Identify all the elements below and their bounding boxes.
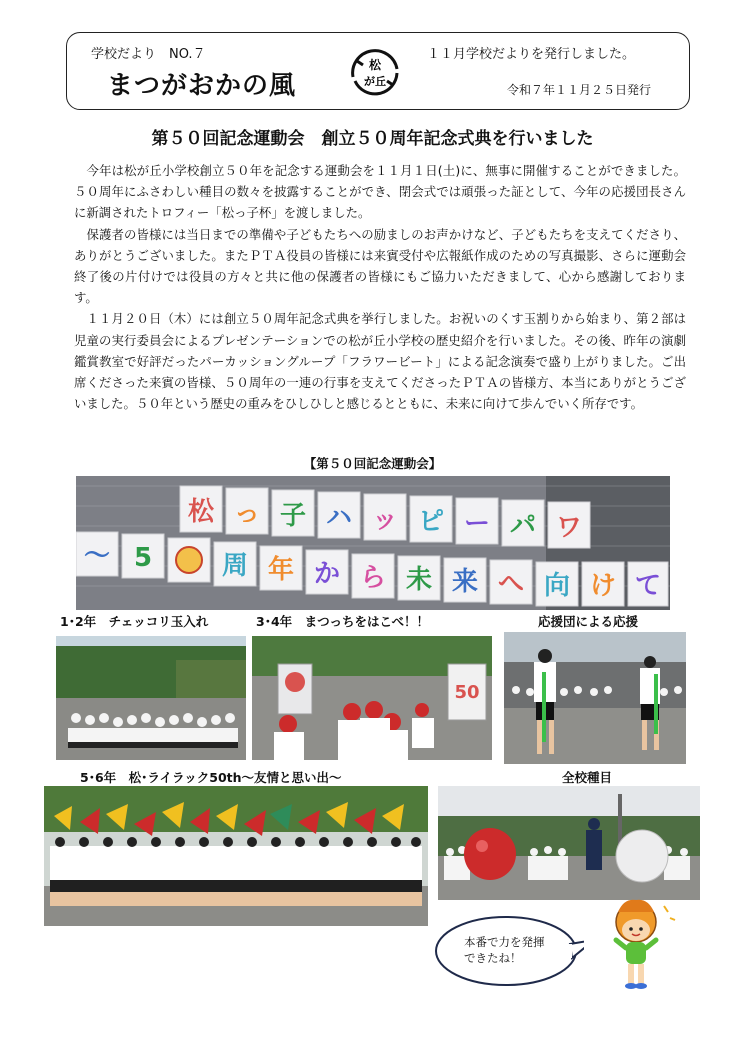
- svg-text:～: ～: [83, 541, 111, 571]
- svg-text:ピ: ピ: [417, 507, 445, 537]
- article-headline: 第５０回記念運動会 創立５０周年記念式典を行いました: [151, 129, 594, 149]
- banner-photo: [76, 476, 670, 610]
- paragraph: １１月２０日（木）には創立５０周年記念式典を挙行しました。お祝いのくす玉割りから始まり、第２部は児童の実行委員会によるプレゼンテーションでの松が丘小学校の歴史紹介を行いました。その後、昨年の演劇鑑賞教室で好評だったパーカッショングループ「フラワービート」による記念演奏で盛り上がりました。ご出席くださった来賓の皆様、５０周年の一連の行事を支えてくださったＰＴＡの皆様方、本当にありがとうございました。５０年という歴史の重みをひしひしと感じるとともに、未来に向けて歩んでいく所存です。: [74, 311, 686, 412]
- issue-date: 令和７年１１月２５日発行: [507, 83, 652, 97]
- gallery-section-title: 【第５０回記念運動会】: [303, 456, 442, 471]
- svg-text:向: 向: [543, 571, 571, 601]
- svg-text:け: け: [589, 571, 617, 601]
- photo-grade56: [44, 786, 428, 926]
- newsletter-title: まつがおかの風: [107, 71, 297, 101]
- photo-grade34: [252, 636, 492, 760]
- svg-text:ハ: ハ: [325, 503, 353, 533]
- speech-bubble-text: [464, 934, 545, 966]
- paragraph: 保護者の皆様には当日までの準備や子どもたちへの励ましのお声かけなど、子どもたちを支えてくださり、ありがとうございました。またＰＴＡ役員の皆様には来賓受付や広報紙作成のための写真撮影、さらに運動会終了後の片付けでは役員の方々と共に他の保護者の皆様にもご協力いただきまして、心から感謝しております。: [74, 226, 686, 306]
- svg-text:て: て: [634, 571, 662, 601]
- photo-cheer: [504, 632, 686, 764]
- svg-text:未: 未: [405, 565, 433, 595]
- svg-text:松: 松: [187, 497, 215, 527]
- speech-line: できたね！: [464, 951, 522, 965]
- svg-text:50: 50: [454, 682, 480, 703]
- caption-grade34: 3･4年 まつっちをはこべ！！: [256, 614, 430, 629]
- svg-text:年: 年: [267, 555, 295, 585]
- school-logo: [343, 41, 407, 105]
- svg-text:へ: へ: [497, 569, 525, 599]
- svg-text:か: か: [313, 559, 341, 589]
- svg-text:ワ: ワ: [555, 513, 583, 543]
- caption-cheer: 応援団による応援: [538, 614, 639, 629]
- svg-text:来: 来: [451, 567, 479, 597]
- photo-all-school: [438, 786, 700, 900]
- caption-grade56: 5･6年 松･ライラック50th～友情と思い出～: [80, 770, 342, 785]
- paragraph: 今年は松が丘小学校創立５０年を記念する運動会を１１月１日(土)に、無事に開催することができました。５０周年にふさわしい種目の数々を披露することができ、閉会式では頑張った証として、今年の応援団長さんに新調されたトロフィー「松っ子杯」を渡しました。: [74, 163, 686, 221]
- speech-bubble: [434, 914, 584, 988]
- svg-text:子: 子: [279, 501, 307, 531]
- svg-text:ー: ー: [463, 509, 491, 539]
- svg-text:が丘: が丘: [364, 75, 386, 88]
- svg-text:松: 松: [368, 58, 382, 72]
- svg-text:ら: ら: [359, 563, 387, 593]
- issue-notice: １１月学校だよりを発行しました。: [427, 47, 636, 62]
- newsletter-header: [66, 32, 690, 110]
- caption-grade12: 1･2年 チェッコリ玉入れ: [60, 614, 209, 629]
- svg-text:周: 周: [221, 551, 249, 581]
- photo-grade12: [56, 636, 246, 760]
- svg-text:5: 5: [133, 543, 153, 573]
- svg-text:っ: っ: [233, 499, 261, 529]
- speech-line: 本番で力を発揮: [464, 935, 545, 949]
- newsletter-number: 学校だより NO.７: [91, 47, 206, 62]
- svg-text:パ: パ: [509, 511, 537, 541]
- article-body: [74, 160, 686, 414]
- caption-all-school: 全校種目: [562, 770, 613, 785]
- mascot-illustration: [598, 896, 678, 996]
- svg-text:ッ: ッ: [371, 505, 399, 535]
